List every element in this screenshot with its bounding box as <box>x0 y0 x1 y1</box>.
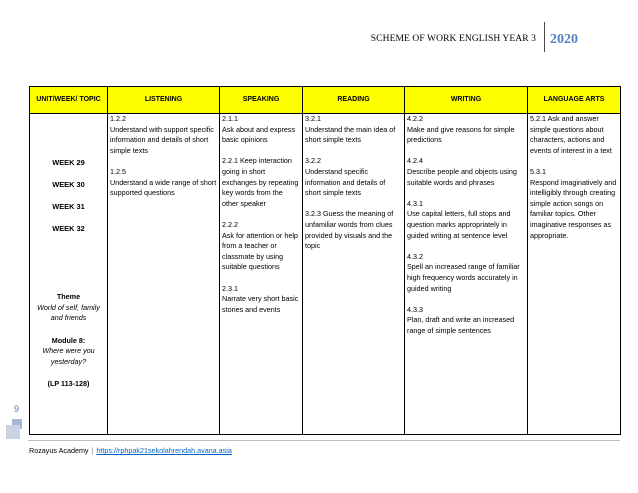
column-header-listening: LISTENING <box>108 87 220 114</box>
column-header-reading: READING <box>303 87 405 114</box>
table-header-row <box>30 87 621 114</box>
footer-source: Rozayus Academy <box>29 446 89 455</box>
column-header-language-arts: LANGUAGE ARTS <box>528 87 621 114</box>
week-label: WEEK 31 <box>52 202 85 211</box>
theme-value: World of self, family and friends <box>37 302 100 323</box>
language-arts-standards: 5.2.1 Ask and answer simple questions about characters, actions and events of interest in a text 5.3.1 Respond imaginatively and intelligibly through creating simple action songs on familiar topics. Other imaginative responses as appropriate. <box>530 114 617 240</box>
speaking-standards: 2.1.1 Ask about and express basic opinions 2.2.1 Keep interaction going in short exchanges by repeating key words from the other speaker 2.2.2 Ask for attention or help from a teacher or classmate by using suitable questions 2.3.1 Narrate very short basic stories and events <box>222 114 299 314</box>
scheme-of-work-table <box>29 86 621 435</box>
week-label: WEEK 32 <box>52 224 85 233</box>
week-list <box>32 152 105 240</box>
column-header-speaking: SPEAKING <box>220 87 303 114</box>
table-row <box>30 114 621 435</box>
speaking-cell <box>220 114 303 435</box>
footer <box>29 446 232 455</box>
corner-decoration <box>6 425 20 439</box>
page-number: 9 <box>14 404 20 414</box>
week-label: WEEK 30 <box>52 180 85 189</box>
unit-cell <box>30 114 108 435</box>
reading-standards: 3.2.1 Understand the main idea of short simple texts 3.2.2 Understand specific information and details of short simple texts 3.2.3 Guess the meaning of unfamiliar words from clues provided by visuals and the topic <box>305 114 396 251</box>
module-label: Module 8: <box>51 335 86 345</box>
week-label: WEEK 29 <box>52 158 85 167</box>
document-year: 2020 <box>550 32 578 47</box>
header-divider <box>544 22 545 52</box>
listening-standards: 1.2.2 Understand with support specific information and details of short simple texts 1.2.5 Understand a wide range of short supported questions <box>110 114 217 198</box>
writing-cell <box>405 114 528 435</box>
language-arts-cell <box>528 114 621 435</box>
footer-divider <box>28 440 620 441</box>
footer-link[interactable]: https://rphpak21sekolahrendah.avana.asia <box>96 446 232 455</box>
theme-label: Theme <box>56 292 81 301</box>
column-header-unit: UNIT/WEEK/ TOPIC <box>30 87 108 114</box>
footer-separator: | <box>91 446 94 455</box>
column-header-writing: WRITING <box>405 87 528 114</box>
lesson-plan-range: (LP 113-128) <box>47 378 90 388</box>
writing-standards: 4.2.2 Make and give reasons for simple predictions 4.2.4 Describe people and objects using suitable words and phrases 4.3.1 Use capital letters, full stops and question marks appropriately in guided writing at sentence level 4.3.2 Spell an increased range of familiar high frequency words accurately in guided writing 4.3.3 Plan, draft and write an increased range of simple sentences <box>407 114 520 335</box>
reading-cell <box>303 114 405 435</box>
module-value: Where were you yesterday? <box>42 346 95 366</box>
document-title: SCHEME OF WORK ENGLISH YEAR 3 <box>370 34 536 44</box>
listening-cell <box>108 114 220 435</box>
